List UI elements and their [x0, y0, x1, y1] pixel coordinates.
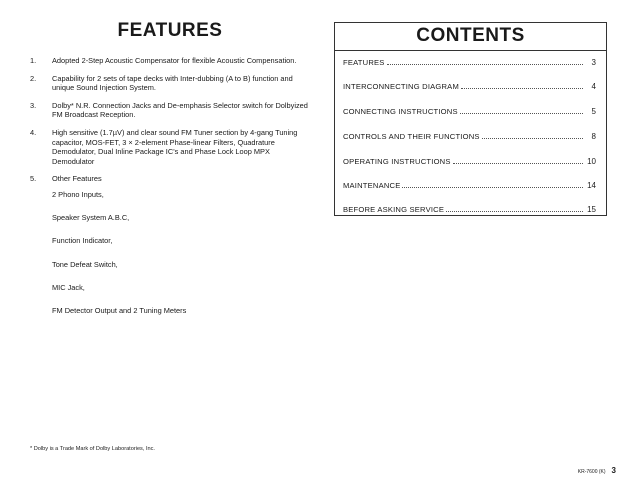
feature-number: 2. — [30, 73, 37, 83]
feature-number: 1. — [30, 56, 37, 65]
other-feature: FM Detector Output and 2 Tuning Meters — [52, 305, 187, 315]
feature-text: Dolby* N.R. Connection Jacks and De-emphasis Selector switch for Dolbyized FM Broadcast Reception. — [52, 100, 308, 120]
toc-label: FEATURES — [343, 58, 385, 67]
feature-text: High sensitive (1.7µV) and clear sound FM Tuner section by 4-gang Tuning capacitor, MOS-FET, 3 × 2-element Phase-linear Filters, Quadrature Demodulator, Dual Inline Package IC's and Phase Lock Loop MPX Demodulator — [52, 127, 298, 166]
feature-item — [30, 101, 310, 120]
page-footer — [578, 466, 616, 475]
toc-label: OPERATING INSTRUCTIONS — [343, 157, 451, 166]
toc-leader-dots — [461, 88, 583, 89]
toc-label: MAINTENANCE — [343, 181, 401, 190]
toc-leader-dots — [453, 163, 583, 164]
toc-entry-before-asking-service[interactable] — [343, 202, 596, 214]
feature-number: 3. — [30, 100, 37, 110]
other-feature: Function Indicator, — [52, 236, 113, 246]
page-number: 3 — [611, 466, 616, 475]
toc-entry-controls-and-functions[interactable] — [343, 129, 596, 141]
toc-entry-connecting-instructions[interactable] — [343, 104, 596, 116]
toc-page: 15 — [587, 205, 596, 214]
toc-page: 8 — [591, 132, 596, 141]
feature-item — [30, 128, 310, 166]
other-features-list — [52, 190, 310, 316]
feature-text: Capability for 2 sets of tape decks with Inter-dubbing (A to B) function and unique Sound Injection System. — [52, 73, 293, 93]
contents-box — [334, 22, 607, 216]
toc-page: 4 — [591, 82, 596, 91]
toc-label: BEFORE ASKING SERVICE — [343, 205, 445, 214]
feature-item — [30, 56, 310, 66]
feature-number: 5. — [30, 174, 37, 184]
toc-entry-operating-instructions[interactable] — [343, 154, 596, 166]
toc-page: 5 — [591, 107, 596, 116]
dolby-trademark-footnote: * Dolby is a Trade Mark of Dolby Laboratories, Inc. — [30, 446, 155, 452]
toc-leader-dots — [460, 113, 583, 114]
toc-leader-dots — [387, 64, 583, 65]
other-feature: Tone Defeat Switch, — [52, 259, 118, 269]
toc-label: INTERCONNECTING DIAGRAM — [343, 82, 459, 91]
feature-text: Other Features — [52, 174, 102, 184]
contents-title: CONTENTS — [416, 25, 525, 46]
toc-page: 3 — [591, 58, 596, 67]
model-number: KR-7600 (K) — [577, 469, 606, 475]
feature-item — [30, 74, 310, 93]
toc-entry-interconnecting-diagram[interactable] — [343, 79, 596, 91]
features-list — [30, 56, 310, 329]
toc-label: CONTROLS AND THEIR FUNCTIONS — [343, 132, 480, 141]
features-title: FEATURES — [117, 20, 223, 41]
toc-label: CONNECTING INSTRUCTIONS — [343, 107, 458, 116]
toc-leader-dots — [402, 187, 583, 188]
feature-text: Adopted 2-Step Acoustic Compensator for flexible Acoustic Compensation. — [52, 56, 297, 65]
other-feature: Speaker System A.B.C, — [52, 213, 130, 223]
toc-leader-dots — [446, 211, 583, 212]
toc-page: 10 — [587, 157, 596, 166]
toc-page: 14 — [587, 181, 596, 190]
feature-item — [30, 174, 310, 315]
toc-leader-dots — [482, 138, 583, 139]
contents-divider — [335, 50, 606, 51]
toc-entry-maintenance[interactable] — [343, 178, 596, 190]
other-feature: 2 Phono Inputs, — [52, 189, 104, 199]
other-feature: MIC Jack, — [52, 282, 85, 292]
feature-number: 4. — [30, 127, 37, 137]
toc-entry-features[interactable] — [343, 55, 596, 67]
